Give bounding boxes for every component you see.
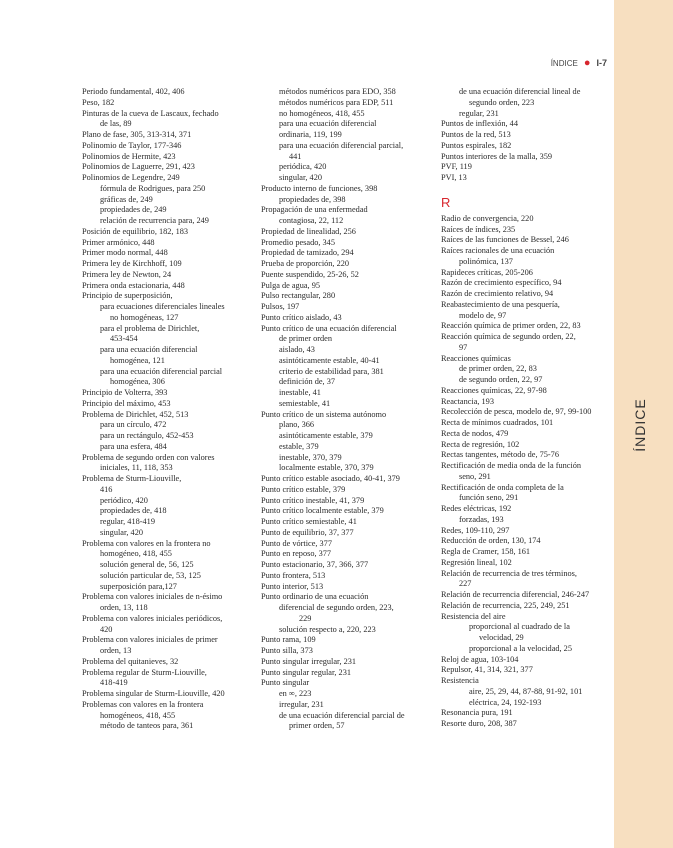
index-subentry: para un círculo, 472 <box>100 420 167 430</box>
index-entry: Redes eléctricas, 192 <box>441 504 512 513</box>
index-subentry: criterio de estabilidad para, 381 <box>279 366 384 376</box>
section-letter: R <box>441 194 451 210</box>
index-subentry: para una ecuación diferencial <box>100 345 198 354</box>
index-entry: Punto ordinario de una ecuación <box>261 592 369 602</box>
index-entry: Problemas con valores en la frontera <box>82 699 204 709</box>
index-entry: Resistencia <box>441 676 479 685</box>
index-subentry: propiedades de, 418 <box>100 506 167 516</box>
index-entry: Punto singular regular, 231 <box>261 667 351 677</box>
index-entry: Polinomios de Laguerre, 291, 423 <box>82 162 195 172</box>
index-subentry: homogénea, 306 <box>110 377 165 387</box>
index-subentry: no homogéneos, 418, 455 <box>279 108 365 118</box>
index-entry: Punto en reposo, 377 <box>261 549 332 559</box>
index-entry: Problema con valores iniciales de primer <box>82 635 218 645</box>
index-entry: Problema de Dirichlet, 452, 513 <box>82 409 189 419</box>
index-entry: Reacciones químicas, 22, 97-98 <box>441 385 547 395</box>
index-entry: Reacción química de segundo orden, 22, <box>441 332 576 341</box>
index-entry: Relación de recurrencia diferencial, 246-247 <box>441 590 590 599</box>
index-subentry: homogéneo, 418, 455 <box>100 549 172 559</box>
index-entry: Propagación de una enfermedad <box>261 205 368 215</box>
index-subentry: definición de, 37 <box>279 377 335 387</box>
index-subentry: 97 <box>459 342 468 352</box>
index-entry: Pulso rectangular, 280 <box>261 291 336 301</box>
index-subentry: diferencial de segundo orden, 223, <box>279 603 394 612</box>
index-entry: Prueba de proporción, 220 <box>261 259 350 268</box>
index-subentry: no homogéneas, 127 <box>110 312 179 322</box>
index-entry: Reacciones químicas <box>441 353 511 363</box>
index-entry: Puntos interiores de la malla, 359 <box>441 151 553 161</box>
index-entry: Polinomio de Taylor, 177-346 <box>82 140 182 150</box>
index-list-p <box>441 87 613 184</box>
index-entry: Primera ley de Kirchhoff, 109 <box>82 259 182 268</box>
index-entry: Punto crítico estable, 379 <box>261 484 346 494</box>
index-entry: Punto singular <box>261 678 310 688</box>
index-entry: Resistencia del aire <box>441 611 506 621</box>
index-subentry: gráficas de, 249 <box>100 194 153 204</box>
index-subentry: superposición para,127 <box>100 581 177 591</box>
index-entry: Problema singular de Sturm-Liouville, 420 <box>82 689 225 698</box>
index-subentry: aire, 25, 29, 44, 87-88, 91-92, 101 <box>469 686 583 696</box>
index-entry: Punto crítico de un sistema autónomo <box>261 409 387 419</box>
index-subentry: 418-419 <box>100 678 128 688</box>
index-entry: Problema con valores iniciales de n-ésimo <box>82 592 223 602</box>
index-subentry: plano, 366 <box>279 420 315 430</box>
index-entry: Puntos de inflexión, 44 <box>441 119 518 129</box>
index-entry: Reacción química de primer orden, 22, 83 <box>441 321 581 331</box>
page-number: I-7 <box>596 58 607 68</box>
index-entry: Propiedad de tamizado, 294 <box>261 248 354 258</box>
index-subentry: estable, 379 <box>279 441 319 451</box>
index-entry: Raíces de índices, 235 <box>441 224 516 234</box>
index-subentry: fórmula de Rodrigues, para 250 <box>100 183 206 193</box>
index-subentry: 441 <box>289 151 302 161</box>
index-subentry: aislado, 43 <box>279 345 315 354</box>
index-entry: Razón de crecimiento específico, 94 <box>441 278 562 288</box>
index-entry: PVF, 119 <box>441 162 472 172</box>
bullet-icon: ● <box>583 57 591 69</box>
index-entry: Periodo fundamental, 402, 406 <box>82 87 185 96</box>
index-subentry: función seno, 291 <box>459 493 519 503</box>
index-subentry: inestable, 41 <box>279 388 321 397</box>
index-entry: Punto crítico inestable, 41, 379 <box>261 495 365 505</box>
index-entry: Punto crítico estable asociado, 40-41, 379 <box>261 474 400 483</box>
index-entry: Punto silla, 373 <box>261 646 313 655</box>
index-subentry: forzadas, 193 <box>459 514 504 524</box>
index-entry: Resorte duro, 208, 387 <box>441 719 517 728</box>
index-entry: Punto de vórtice, 377 <box>261 538 332 548</box>
index-subentry: velocidad, 29 <box>479 633 524 642</box>
index-subentry: singular, 420 <box>279 173 322 182</box>
index-subentry: relación de recurrencia para, 249 <box>100 216 209 225</box>
index-subentry: 416 <box>100 484 113 494</box>
index-subentry: 420 <box>100 624 113 634</box>
index-entry: Pinturas de la cueva de Lascaux, fechado <box>82 108 219 118</box>
index-column-2 <box>261 87 441 732</box>
index-subentry: irregular, 231 <box>279 699 324 709</box>
index-entry: Pulga de agua, 95 <box>261 280 320 290</box>
index-subentry: proporcional al cuadrado de la <box>469 622 570 632</box>
index-entry: Rapideces críticas, 205-206 <box>441 267 533 277</box>
index-entry: Punto frontera, 513 <box>261 570 326 580</box>
index-entry: Principio de superposición, <box>82 291 173 301</box>
index-subentry: solución respecto a, 220, 223 <box>279 624 376 634</box>
index-entry: Raíces racionales de una ecuación <box>441 246 555 255</box>
index-subentry: propiedades de, 398 <box>279 194 346 204</box>
index-subentry: polinómica, 137 <box>459 256 513 266</box>
index-entry: Razón de crecimiento relativo, 94 <box>441 289 554 298</box>
index-entry: Primer modo normal, 448 <box>82 248 168 258</box>
index-subentry: singular, 420 <box>100 527 143 537</box>
index-subentry: método de tanteos para, 361 <box>100 721 194 731</box>
index-subentry: asintóticamente estable, 379 <box>279 431 373 440</box>
index-entry: Problema de segundo orden con valores <box>82 452 215 462</box>
index-subentry: en ∞, 223 <box>279 689 312 698</box>
index-entry: Regla de Cramer, 158, 161 <box>441 547 531 556</box>
index-entry: Punto crítico aislado, 43 <box>261 312 342 322</box>
index-subentry: de una ecuación diferencial lineal de <box>459 87 581 96</box>
index-entry: Redes, 109-110, 297 <box>441 525 510 535</box>
index-entry: Recolección de pesca, modelo de, 97, 99-100 <box>441 407 592 417</box>
index-subentry: para una ecuación diferencial parcial <box>100 366 223 376</box>
index-subentry: asintóticamente estable, 40-41 <box>279 355 380 365</box>
index-entry: Radio de convergencia, 220 <box>441 213 534 223</box>
index-subentry: 453-454 <box>110 334 138 344</box>
header-section: ÍNDICE <box>550 58 578 68</box>
index-subentry: periódica, 420 <box>279 162 327 172</box>
index-subentry: orden, 13, 118 <box>100 603 148 612</box>
index-subentry: proporcional a la velocidad, 25 <box>469 643 572 653</box>
index-subentry: para una ecuación diferencial parcial, <box>279 140 404 150</box>
index-entry: Relación de recurrencia de tres términos, <box>441 568 577 578</box>
index-entry: Primer armónico, 448 <box>82 237 155 247</box>
index-entry: Principio de Volterra, 393 <box>82 388 168 397</box>
index-subentry: eléctrica, 24, 192-193 <box>469 697 542 707</box>
index-entry: Problema del quitanieves, 32 <box>82 656 179 666</box>
index-entry: Recta de regresión, 102 <box>441 439 520 449</box>
index-entry: Rectificación de media onda de la función <box>441 461 582 470</box>
index-subentry: de primer orden <box>279 334 332 344</box>
index-subentry: para el problema de Dirichlet, <box>100 323 200 333</box>
index-subentry: semiestable, 41 <box>279 398 331 408</box>
index-subentry: localmente estable, 370, 379 <box>279 463 374 473</box>
index-entry: Punto rama, 109 <box>261 635 316 645</box>
index-subentry: solución particular de, 53, 125 <box>100 570 201 580</box>
index-entry: Punto interior, 513 <box>261 581 324 591</box>
index-subentry: de segundo orden, 22, 97 <box>459 375 543 384</box>
index-entry: Punto crítico de una ecuación diferencial <box>261 323 397 333</box>
index-entry: Problema de Sturm-Liouville, <box>82 474 182 483</box>
index-subentry: primer orden, 57 <box>289 721 345 731</box>
index-entry: Primera onda estacionaria, 448 <box>82 280 185 290</box>
index-entry: Regresión lineal, 102 <box>441 557 512 567</box>
index-subentry: 227 <box>459 579 472 589</box>
index-entry: Puntos espirales, 182 <box>441 140 512 150</box>
index-subentry: para un rectángulo, 452-453 <box>100 431 194 440</box>
index-entry: Reducción de orden, 130, 174 <box>441 536 541 546</box>
index-entry: Principio del máximo, 453 <box>82 398 171 408</box>
index-entry: Repulsor, 41, 314, 321, 377 <box>441 665 533 675</box>
index-entry: Punto de equilibrio, 37, 377 <box>261 527 354 537</box>
index-entry: Relación de recurrencia, 225, 249, 251 <box>441 600 570 610</box>
index-entry: Polinomios de Legendre, 249 <box>82 173 180 182</box>
index-entry: Recta de nodos, 479 <box>441 428 509 438</box>
index-entry: Propiedad de linealidad, 256 <box>261 226 356 236</box>
index-entry: Punto estacionario, 37, 366, 377 <box>261 560 369 569</box>
index-entry: Punto crítico localmente estable, 379 <box>261 506 384 516</box>
index-subentry: periódico, 420 <box>100 495 148 505</box>
index-entry: Raíces de las funciones de Bessel, 246 <box>441 235 569 245</box>
index-entry: Reloj de agua, 103-104 <box>441 654 519 664</box>
index-subentry: orden, 13 <box>100 646 132 655</box>
index-subentry: métodos numéricos para EDP, 511 <box>279 97 394 107</box>
index-entry: Resonancia pura, 191 <box>441 708 513 718</box>
index-subentry: homogéneos, 418, 455 <box>100 710 176 720</box>
index-entry: Pulsos, 197 <box>261 302 300 311</box>
index-entry: Punto singular irregular, 231 <box>261 656 357 666</box>
index-subentry: propiedades de, 249 <box>100 205 167 215</box>
index-column-1 <box>82 87 262 732</box>
index-entry: Reactancia, 193 <box>441 396 494 406</box>
index-subentry: modelo de, 97 <box>459 310 507 320</box>
index-entry: Peso, 182 <box>82 97 115 107</box>
index-entry: Rectas tangentes, método de, 75-76 <box>441 450 559 460</box>
index-entry: Reabastecimiento de una pesquería, <box>441 299 560 309</box>
index-subentry: seno, 291 <box>459 471 491 481</box>
running-header <box>551 58 607 68</box>
index-subentry: contagiosa, 22, 112 <box>279 216 344 225</box>
index-list-r <box>441 214 613 730</box>
index-subentry: homogénea, 121 <box>110 355 165 365</box>
index-column-3 <box>441 87 613 730</box>
index-entry: Posición de equilibrio, 182, 183 <box>82 226 189 236</box>
index-subentry: para ecuaciones diferenciales lineales <box>100 302 225 311</box>
index-subentry: iniciales, 11, 118, 353 <box>100 463 173 473</box>
index-entry: Producto interno de funciones, 398 <box>261 183 378 193</box>
index-entry: Plano de fase, 305, 313-314, 371 <box>82 130 192 139</box>
index-subentry: de primer orden, 22, 83 <box>459 364 537 374</box>
index-subentry: inestable, 370, 379 <box>279 452 342 462</box>
thumb-index-label: ÍNDICE <box>632 398 648 452</box>
index-entry: Problema con valores en la frontera no <box>82 538 211 548</box>
index-entry: Problema regular de Sturm-Liouville, <box>82 667 207 677</box>
index-entry: Punto crítico semiestable, 41 <box>261 517 357 526</box>
index-subentry: 229 <box>299 613 312 623</box>
index-entry: Rectificación de onda completa de la <box>441 482 564 492</box>
index-entry: Promedio pesado, 345 <box>261 237 335 247</box>
index-entry: Puente suspendido, 25-26, 52 <box>261 269 359 279</box>
index-subentry: de las, 89 <box>100 119 132 129</box>
index-subentry: para una esfera, 484 <box>100 441 167 451</box>
index-subentry: segundo orden, 223 <box>469 97 535 107</box>
index-entry: Recta de mínimos cuadrados, 101 <box>441 418 554 427</box>
index-subentry: de una ecuación diferencial parcial de <box>279 710 405 720</box>
index-entry: Problema con valores iniciales periódicos, <box>82 613 223 623</box>
index-subentry: regular, 418-419 <box>100 517 155 526</box>
index-subentry: solución general de, 56, 125 <box>100 560 194 569</box>
index-subentry: para una ecuación diferencial <box>279 119 377 129</box>
index-subentry: regular, 231 <box>459 108 499 118</box>
index-entry: Primera ley de Newton, 24 <box>82 269 172 279</box>
index-subentry: métodos numéricos para EDO, 358 <box>279 87 396 96</box>
index-entry: Puntos de la red, 513 <box>441 130 511 139</box>
index-entry: Polinomios de Hermite, 423 <box>82 151 176 161</box>
index-subentry: ordinaria, 119, 199 <box>279 130 342 139</box>
index-entry: PVI, 13 <box>441 173 467 182</box>
